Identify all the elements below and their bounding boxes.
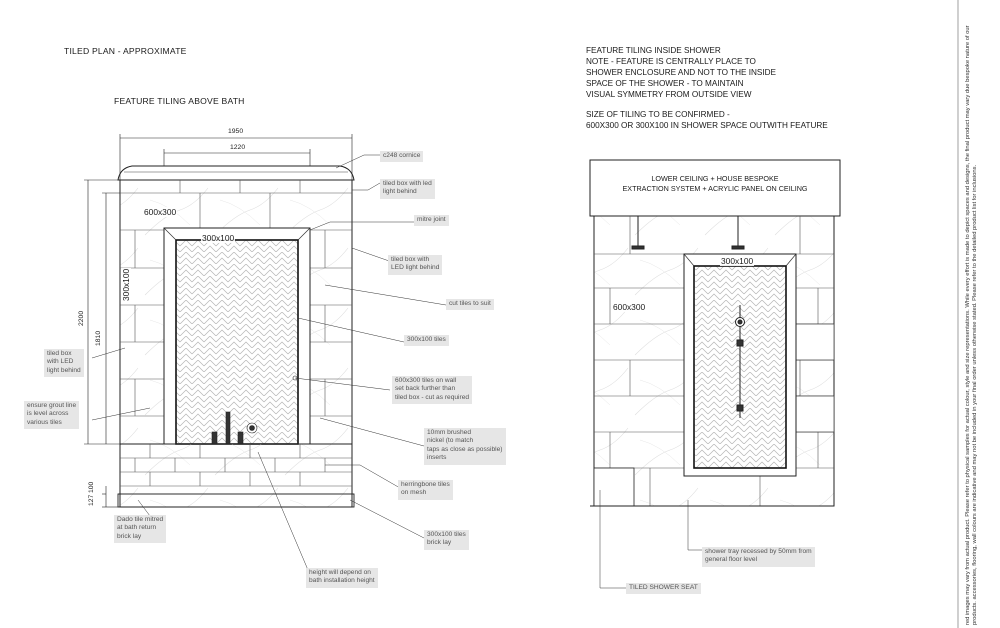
tile-label-top: 300x100	[202, 233, 235, 243]
annotation-mitre-joint: mitre joint	[414, 215, 449, 226]
left-elevation	[118, 166, 354, 507]
annotation-tiled-box-left: tiled box with LED light behind	[44, 349, 84, 377]
annotation-cornice: c248 cornice	[380, 151, 423, 162]
dim-overall-height: 2200	[78, 310, 85, 326]
annotation-grout-line: ensure grout line is level across various tiles	[24, 401, 79, 429]
dim-base-lower: 100	[88, 481, 95, 493]
annotation-shower-tray: shower tray recessed by 50mm from general floor level	[702, 547, 815, 567]
plan-title: TILED PLAN - APPROXIMATE	[64, 46, 187, 56]
annotation-cut-tiles: cut tiles to suit	[446, 299, 494, 310]
dim-inner-width: 1220	[230, 144, 246, 151]
tile-size-note: SIZE OF TILING TO BE CONFIRMED - 600X300 OR 300X100 IN SHOWER SPACE OUTWITH FEATURE	[586, 110, 828, 130]
annotation-brick-lay: 300x100 tiles brick lay	[424, 530, 469, 550]
annotation-300x100-tiles: 300x100 tiles	[404, 335, 449, 346]
annotation-600x300-tiles: 600x300 tiles on wall set back further than tiled box - cut as required	[392, 376, 472, 404]
annotation-nickel-inserts: 10mm brushed nickel (to match taps as close as possible) inserts	[424, 428, 506, 465]
annotation-herringbone: herringbone tiles on mesh	[398, 480, 453, 500]
annotation-bath-height: height will depend on bath installation height	[306, 568, 378, 588]
annotation-dado-tile: Dado tile mitred at bath return brick lay	[114, 515, 166, 543]
shower-tile-label-large: 600x300	[613, 302, 646, 312]
disclaimer-text: red images may vary from actual product. Please refer to physical samples for actual colour, style and size representations. While every effort is made to depict spaces and designs, the final product may vary due bespoke nature of our products. accessories, flooring, wall colours are indicative and may not be included in your final order unless otherwise stated. Please refer to the detailed product list for inclusions.	[965, 25, 979, 625]
annotation-tiled-box-led-2: tiled box with LED light behind	[388, 255, 442, 275]
right-elevation	[590, 160, 840, 506]
dim-inner-height: 1810	[95, 330, 102, 346]
left-view-subtitle: FEATURE TILING ABOVE BATH	[114, 96, 245, 106]
annotation-tiled-box-led: tiled box with led light behind	[380, 179, 435, 199]
shower-notes: FEATURE TILING INSIDE SHOWER NOTE - FEATURE IS CENTRALLY PLACE TO SHOWER ENCLOSURE AND NOT TO THE INSIDE SPACE OF THE SHOWER - TO MAINTAIN VISUAL SYMMETRY FROM OUTSIDE VIEW	[586, 46, 777, 99]
annotation-shower-seat: TILED SHOWER SEAT	[626, 583, 701, 594]
tile-label-large: 600x300	[144, 207, 177, 217]
tile-label-side: 300x100	[121, 268, 131, 301]
dim-base-upper: 127	[88, 494, 95, 506]
shower-tile-label-top: 300x100	[721, 256, 754, 266]
ceiling-note: LOWER CEILING + HOUSE BESPOKE EXTRACTION SYSTEM + ACRYLIC PANEL ON CEILING	[622, 174, 808, 193]
dim-overall-width: 1950	[228, 128, 244, 135]
